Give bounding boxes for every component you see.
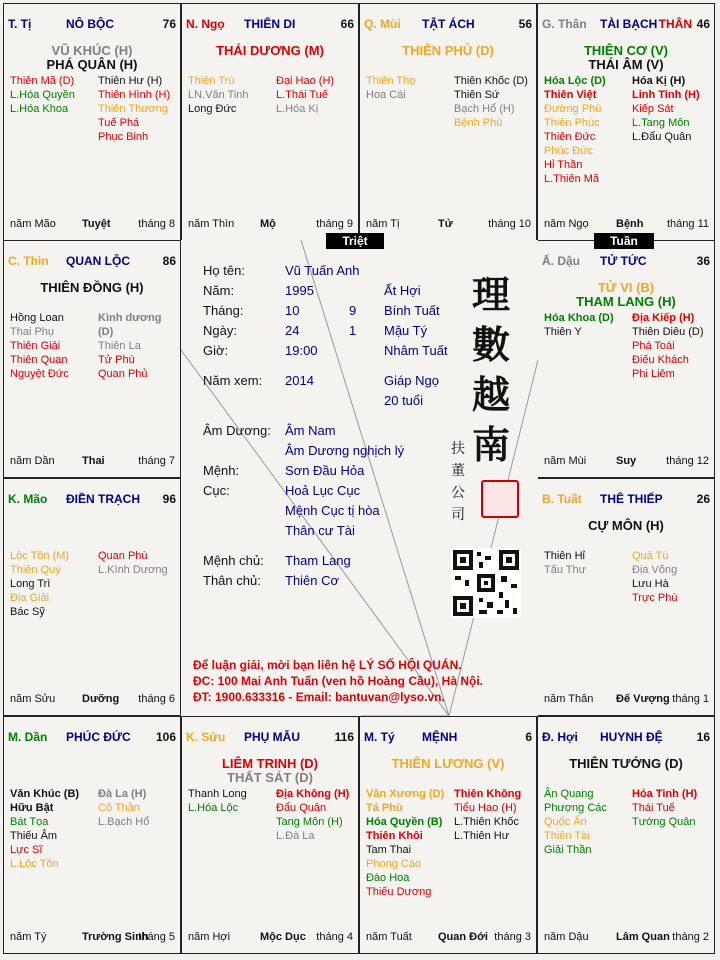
main-stars xyxy=(538,757,714,771)
minor-stars-right xyxy=(276,74,334,116)
minor-star: Long Trì xyxy=(10,578,51,590)
dai-han-number: 106 xyxy=(155,730,176,744)
seal-stamp xyxy=(481,480,519,518)
palace-name: HUYNH ĐỆ xyxy=(600,730,663,744)
minor-star: Hóa Kị (H) xyxy=(632,75,686,87)
minor-star: L.Lộc Tồn xyxy=(10,858,59,870)
month-label: tháng 4 xyxy=(316,931,353,943)
minor-stars-right xyxy=(98,787,149,829)
main-stars xyxy=(182,757,358,785)
minor-star: Thiên Hỉ xyxy=(544,550,585,562)
palace-ti[interactable] xyxy=(3,3,181,241)
minor-star: Hỏa Tinh (H) xyxy=(632,788,698,800)
view-year-canchi: Giáp Ngọ xyxy=(384,373,439,388)
minor-star: Giải Thần xyxy=(544,844,592,856)
month-label: tháng 2 xyxy=(672,931,709,943)
minor-star: Hữu Bật xyxy=(10,802,54,814)
minor-star: Phục Binh xyxy=(98,131,149,143)
branch-label: T. Tị xyxy=(8,17,32,31)
dai-han-number: 86 xyxy=(162,254,176,268)
main-stars xyxy=(360,757,536,771)
minor-star: Đường Phù xyxy=(544,103,602,115)
palace-dan[interactable] xyxy=(3,716,181,954)
palace-header xyxy=(8,254,176,268)
minor-star: Thiếu Dương xyxy=(366,886,432,898)
minor-stars-right xyxy=(454,787,521,843)
month-canchi: Bính Tuất xyxy=(384,303,440,318)
name-label: Họ tên: xyxy=(203,263,245,278)
life-stage: Dưỡng xyxy=(82,693,120,705)
month-label: Tháng: xyxy=(203,303,244,318)
minor-star: Thiên La xyxy=(98,340,141,352)
year-label: năm Mùi xyxy=(544,455,587,467)
minor-star: Thiên Hư (H) xyxy=(98,75,163,87)
minor-star: Văn Xương (D) xyxy=(366,788,445,800)
life-stage: Mộ xyxy=(260,218,276,230)
year-canchi: Ất Hợi xyxy=(384,283,421,298)
life-stage: Trường Sinh xyxy=(82,931,149,943)
palace-tuat[interactable] xyxy=(537,478,715,716)
minor-stars-left xyxy=(544,549,586,577)
minor-star: Thiên Hình (H) xyxy=(98,89,171,101)
minor-star: Phượng Các xyxy=(544,802,607,814)
palace-header xyxy=(186,17,354,31)
main-star: VŨ KHÚC (H) xyxy=(51,43,133,58)
minor-star: Thiên Trù xyxy=(188,75,235,87)
main-star: PHÁ QUÂN (H) xyxy=(46,57,138,72)
palace-footer xyxy=(538,218,714,232)
minor-star: Phong Cáo xyxy=(366,858,422,870)
cuc-label: Cục: xyxy=(203,483,230,498)
branch-label: M. Dần xyxy=(8,730,48,744)
calligraphy-logo: 理 數 越 南 xyxy=(471,272,510,467)
branch-label: N. Ngọ xyxy=(186,17,225,31)
day-label: Ngày: xyxy=(203,323,237,338)
minor-star: Hỉ Thần xyxy=(544,159,583,171)
minor-star: Phi Liêm xyxy=(632,368,675,380)
palace-footer xyxy=(182,218,358,232)
month-label: tháng 5 xyxy=(138,931,175,943)
main-star: THIÊN TƯỚNG (D) xyxy=(569,756,683,771)
main-stars xyxy=(4,44,180,72)
minor-star: Điếu Khách xyxy=(632,354,689,366)
palace-thin[interactable] xyxy=(3,240,181,478)
day-canchi: Mậu Tý xyxy=(384,323,428,338)
minor-star: L.Hóa Quyền xyxy=(10,89,75,101)
minor-star: Thiên Y xyxy=(544,326,582,338)
palace-name: MỆNH xyxy=(422,730,458,744)
dai-han-number: 46 xyxy=(696,17,710,31)
minor-stars-left xyxy=(10,549,69,619)
palace-name: ĐIỀN TRẠCH xyxy=(66,492,140,506)
minor-star: Đẩu Quân xyxy=(276,802,327,814)
hour-value: 19:00 xyxy=(285,343,318,358)
branch-label: B. Tuất xyxy=(542,492,582,506)
minor-star: Kiếp Sát xyxy=(632,103,674,115)
minor-star: Đại Hao (H) xyxy=(276,75,335,87)
minor-star: Phá Toái xyxy=(632,340,675,352)
minor-star: Linh Tinh (H) xyxy=(632,89,700,101)
palace-footer xyxy=(4,218,180,232)
minor-star: Thiên Quan xyxy=(10,354,68,366)
palace-hoi[interactable] xyxy=(537,716,715,954)
minor-star: Tiểu Hao (H) xyxy=(454,802,517,814)
minor-star: Thiên Đức xyxy=(544,131,596,143)
month-lunar: 9 xyxy=(349,303,357,318)
minor-star: Thiên Thương xyxy=(98,103,169,115)
minor-star: Tử Phù xyxy=(98,354,135,366)
month-label: tháng 9 xyxy=(316,218,353,230)
palace-header xyxy=(8,730,176,744)
palace-name: PHÚC ĐỨC xyxy=(66,730,131,744)
month-label: tháng 6 xyxy=(138,693,175,705)
dai-han-number: 66 xyxy=(340,17,354,31)
minor-star: Thiên Quý xyxy=(10,564,61,576)
palace-name: PHỤ MẪU xyxy=(244,730,300,744)
minor-stars-right xyxy=(632,549,677,605)
branch-label: G. Thân xyxy=(542,17,587,31)
palace-header xyxy=(8,492,176,506)
branch-label: K. Sửu xyxy=(186,730,226,744)
minor-star: Đào Hoa xyxy=(366,872,410,884)
minor-star: L.Hóa Kị xyxy=(276,103,319,115)
minor-star: Hồng Loan xyxy=(10,312,64,324)
minor-stars-left xyxy=(188,74,249,116)
minor-star: Hóa Khoa (D) xyxy=(544,312,614,324)
month-label: tháng 1 xyxy=(672,693,709,705)
triet-marker: Triệt xyxy=(326,233,384,249)
year-label: năm Tuất xyxy=(366,931,412,943)
palace-mao[interactable] xyxy=(3,478,181,716)
palace-header xyxy=(542,492,710,506)
minor-star: Địa Võng xyxy=(632,564,678,576)
day-lunar: 1 xyxy=(349,323,357,338)
minor-star: Lực Sĩ xyxy=(10,844,43,856)
minor-star: Bệnh Phù xyxy=(454,117,503,129)
palace-name: TẬT ÁCH xyxy=(422,17,475,31)
minor-star: Trực Phù xyxy=(632,592,678,604)
minor-star: LN.Văn Tinh xyxy=(188,89,249,101)
main-stars xyxy=(182,44,358,58)
palace-name: THÊ THIẾP xyxy=(600,492,663,506)
palace-footer xyxy=(4,693,180,707)
minor-star: Thiên Thọ xyxy=(366,75,416,87)
menh-label: Mệnh: xyxy=(203,463,240,478)
minor-stars-left xyxy=(188,787,247,815)
main-stars xyxy=(360,44,536,58)
palace-name: NÔ BỘC xyxy=(66,17,114,31)
minor-star: Bác Sỹ xyxy=(10,606,45,618)
am-duong-label: Âm Dương: xyxy=(203,423,271,438)
year-label: năm Dần xyxy=(10,455,55,467)
minor-stars-right xyxy=(632,311,704,381)
branch-label: M. Tý xyxy=(364,730,395,744)
palace-header xyxy=(542,730,710,744)
main-star: TỬ VI (B) xyxy=(597,280,655,295)
minor-star: L.Thiên Hư xyxy=(454,830,510,842)
minor-stars-right xyxy=(98,311,174,381)
year-value: 1995 xyxy=(285,283,314,298)
minor-stars-left xyxy=(10,74,75,116)
minor-star: Hóa Lộc (D) xyxy=(544,75,606,87)
main-star: THÁI DƯƠNG (M) xyxy=(216,43,324,58)
contact-line-1: Để luận giải, mời bạn liên hệ LÝ SỐ HỘI QUÁN. xyxy=(193,658,462,672)
minor-star: L.Tang Môn xyxy=(632,117,690,129)
life-stage: Tử xyxy=(438,218,453,230)
main-star: THAM LANG (H) xyxy=(576,294,676,309)
minor-star: Thiên Sứ xyxy=(454,89,500,101)
palace-header xyxy=(542,254,710,268)
menh-value: Sơn Đầu Hỏa xyxy=(285,463,365,478)
hour-label: Giờ: xyxy=(203,343,229,358)
minor-star: Cô Thần xyxy=(98,802,140,814)
menh-chu-value: Tham Lang xyxy=(285,553,351,568)
minor-stars-left xyxy=(544,787,607,857)
main-star: THIÊN ĐỒNG (H) xyxy=(40,280,144,295)
dai-han-number: 36 xyxy=(696,254,710,268)
minor-star: Thanh Long xyxy=(188,788,247,800)
dai-han-number: 116 xyxy=(334,730,354,744)
minor-star: L.Hóa Lộc xyxy=(188,802,239,814)
cuc-value: Hoả Lục Cục xyxy=(285,483,361,498)
minor-star: L.Đẩu Quân xyxy=(632,131,692,143)
month-label: tháng 12 xyxy=(666,455,709,467)
minor-star: Tuế Phá xyxy=(98,117,140,129)
palace-ngo[interactable] xyxy=(181,3,359,241)
minor-star: L.Thiên Khốc xyxy=(454,816,519,828)
year-label: năm Ngọ xyxy=(544,218,589,230)
main-stars xyxy=(538,44,714,72)
life-stage: Lâm Quan xyxy=(616,931,670,943)
am-duong-relation: Âm Dương nghịch lý xyxy=(285,443,405,458)
minor-star: Thiếu Âm xyxy=(10,830,58,842)
minor-star: Nguyệt Đức xyxy=(10,368,69,380)
palace-dau[interactable] xyxy=(537,240,715,478)
year-label: năm Tý xyxy=(10,931,47,943)
main-star: THÁI ÂM (V) xyxy=(588,57,664,72)
month-label: tháng 11 xyxy=(666,218,709,230)
main-stars xyxy=(4,281,180,295)
life-stage: Suy xyxy=(616,455,637,467)
minor-star: Địa Không (H) xyxy=(276,788,350,800)
minor-star: Quan Phù xyxy=(98,550,148,562)
minor-stars-left xyxy=(366,787,444,899)
main-stars xyxy=(538,281,714,309)
year-label: Năm: xyxy=(203,283,235,298)
minor-stars-left xyxy=(366,74,415,102)
minor-star: Quan Phủ xyxy=(98,368,148,380)
main-star: THẤT SÁT (D) xyxy=(227,770,313,785)
palace-footer xyxy=(538,455,714,469)
minor-star: Hoa Cái xyxy=(366,89,406,101)
minor-star: Thiên Khốc (D) xyxy=(454,75,528,87)
minor-star: Văn Khúc (B) xyxy=(10,788,80,800)
life-stage: Bệnh xyxy=(616,218,644,230)
month-label: tháng 3 xyxy=(494,931,531,943)
am-duong-value: Âm Nam xyxy=(285,423,336,438)
age-value: 20 tuổi xyxy=(384,393,424,408)
palace-suu[interactable] xyxy=(181,716,359,954)
minor-star: Phúc Đức xyxy=(544,145,593,157)
minor-star: L.Thiên Mã xyxy=(544,173,600,185)
year-label: năm Thìn xyxy=(188,218,235,230)
minor-star: Thiên Khôi xyxy=(366,830,423,842)
month-label: tháng 8 xyxy=(138,218,175,230)
branch-label: K. Mão xyxy=(8,492,48,506)
dai-han-number: 96 xyxy=(162,492,176,506)
palace-footer xyxy=(4,455,180,469)
qr-code[interactable] xyxy=(451,548,521,618)
branch-label: Đ. Hợi xyxy=(542,730,578,744)
palace-name: TÀI BẠCH xyxy=(600,17,658,31)
minor-star: Tướng Quân xyxy=(632,816,696,828)
month-value: 10 xyxy=(285,303,300,318)
life-stage: Tuyệt xyxy=(82,218,111,230)
year-label: năm Hợi xyxy=(188,931,231,943)
year-label: năm Thân xyxy=(544,693,594,705)
minor-star: Thiên Không xyxy=(454,788,522,800)
minor-stars-right xyxy=(276,787,349,843)
minor-star: Ân Quang xyxy=(544,788,594,800)
minor-star: Thiên Phúc xyxy=(544,117,600,129)
minor-stars-right xyxy=(98,549,168,577)
than-chu-label: Thân chủ: xyxy=(203,573,261,588)
dai-han-number: 6 xyxy=(525,730,532,744)
dai-han-number: 26 xyxy=(696,492,710,506)
life-stage: Mộc Dục xyxy=(260,931,306,943)
than-cu: Thân cư Tài xyxy=(285,523,355,538)
dai-han-number: 56 xyxy=(518,17,532,31)
minor-star: Địa Kiếp (H) xyxy=(632,312,695,324)
minor-star: Lưu Hà xyxy=(632,578,669,590)
minor-star: Tang Môn (H) xyxy=(276,816,343,828)
than-marker: THÂN xyxy=(658,17,692,31)
main-star: LIÊM TRINH (D) xyxy=(221,756,319,771)
year-label: năm Tị xyxy=(366,218,400,230)
minor-stars-right xyxy=(98,74,170,144)
minor-stars-right xyxy=(632,74,700,144)
minor-star: Thái Tuế xyxy=(632,802,675,814)
life-stage: Đế Vượng xyxy=(616,693,670,705)
cuc-relation: Mệnh Cục tị hòa xyxy=(285,503,380,518)
minor-star: Địa Giải xyxy=(10,592,50,604)
month-label: tháng 10 xyxy=(488,218,531,230)
minor-star: Tả Phù xyxy=(366,802,403,814)
minor-stars-left xyxy=(544,311,614,339)
minor-star: Kình dương (D) xyxy=(98,312,162,338)
minor-star: Tam Thai xyxy=(366,844,412,856)
main-star: THIÊN PHỦ (D) xyxy=(402,43,494,58)
minor-star: Tấu Thư xyxy=(544,564,587,576)
minor-stars-left xyxy=(10,311,69,381)
year-label: năm Mão xyxy=(10,218,56,230)
minor-star: Thiên Giải xyxy=(10,340,61,352)
branch-label: Q. Mùi xyxy=(364,17,401,31)
life-stage: Thai xyxy=(82,455,105,467)
main-star: THIÊN CƠ (V) xyxy=(583,43,669,58)
minor-stars-right xyxy=(632,787,697,829)
hour-canchi: Nhâm Tuất xyxy=(384,343,448,358)
minor-star: Thiên Tài xyxy=(544,830,590,842)
palace-name: QUAN LỘC xyxy=(66,254,130,268)
palace-than[interactable] xyxy=(537,3,715,241)
main-star: CỰ MÔN (H) xyxy=(588,518,664,533)
branch-label: Ấ. Dậu xyxy=(542,254,581,268)
minor-stars-left xyxy=(544,74,606,186)
palace-header xyxy=(364,730,532,744)
minor-star: Thiên Mã (D) xyxy=(10,75,75,87)
minor-star: Quốc Ấn xyxy=(544,816,587,828)
palace-name: TỬ TỨC xyxy=(600,254,647,268)
contact-line-3[interactable]: ĐT: 1900.633316 - Email: bantuvan@lyso.vn. xyxy=(193,690,445,704)
minor-star: Thai Phụ xyxy=(10,326,55,338)
dai-han-number: 76 xyxy=(162,17,176,31)
name-value: Vũ Tuấn Anh xyxy=(285,263,360,278)
main-stars xyxy=(538,519,714,533)
view-year-value: 2014 xyxy=(285,373,314,388)
palace-header xyxy=(186,730,354,744)
contact-line-2: ĐC: 100 Mai Anh Tuấn (ven hồ Hoàng Cầu), Hà Nội. xyxy=(193,674,484,688)
palace-footer xyxy=(4,931,180,945)
menh-chu-label: Mệnh chủ: xyxy=(203,553,264,568)
branch-label: C. Thìn xyxy=(8,254,49,268)
minor-star: L.Đà La xyxy=(276,830,315,842)
minor-star: L.Thái Tuế xyxy=(276,89,328,101)
year-label: năm Sửu xyxy=(10,693,56,705)
minor-star: Lộc Tồn (M) xyxy=(10,550,70,562)
main-star: THIÊN LƯƠNG (V) xyxy=(391,756,505,771)
palace-footer xyxy=(360,218,536,232)
palace-footer xyxy=(360,931,536,945)
palace-header xyxy=(8,17,176,31)
minor-star: Long Đức xyxy=(188,103,237,115)
palace-header xyxy=(364,17,532,31)
minor-star: L.Kình Dương xyxy=(98,564,168,576)
minor-stars-left xyxy=(10,787,79,871)
minor-star: Đà La (H) xyxy=(98,788,147,800)
calligraphy-small: 扶 董 公 司 xyxy=(451,441,465,523)
palace-footer xyxy=(538,931,714,945)
minor-star: L.Hóa Khoa xyxy=(10,103,69,115)
minor-star: Thiên Việt xyxy=(544,89,597,101)
minor-star: L.Bạch Hổ xyxy=(98,816,150,828)
palace-name: THIÊN DI xyxy=(244,17,296,31)
minor-star: Thiên Diêu (D) xyxy=(632,326,704,338)
palace-footer xyxy=(538,693,714,707)
center-info-panel xyxy=(181,240,538,716)
minor-star: Bạch Hổ (H) xyxy=(454,103,515,115)
view-year-label: Năm xem: xyxy=(203,373,263,388)
palace-ty[interactable] xyxy=(359,716,537,954)
life-stage: Quan Đới xyxy=(438,931,488,943)
palace-footer xyxy=(182,931,358,945)
palace-mui[interactable] xyxy=(359,3,537,241)
minor-star: Hóa Quyền (B) xyxy=(366,816,443,828)
tuan-marker: Tuần xyxy=(594,233,654,249)
minor-star: Bát Tọa xyxy=(10,816,49,828)
day-value: 24 xyxy=(285,323,300,338)
minor-stars-right xyxy=(454,74,528,130)
palace-header xyxy=(542,17,710,31)
year-label: năm Dậu xyxy=(544,931,589,943)
dai-han-number: 16 xyxy=(696,730,710,744)
than-chu-value: Thiên Cơ xyxy=(285,573,340,588)
minor-star: Quả Tú xyxy=(632,550,669,562)
month-label: tháng 7 xyxy=(138,455,175,467)
